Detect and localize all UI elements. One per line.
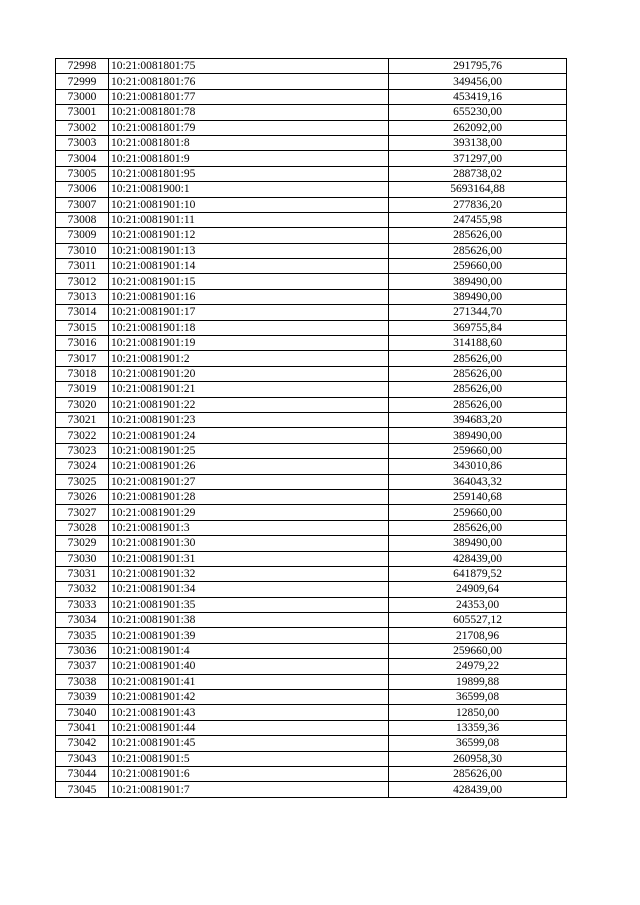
amount-cell: 394683,20: [389, 412, 567, 427]
cadastral-number-cell: 10:21:0081901:39: [109, 628, 389, 643]
row-number-cell: 73023: [56, 443, 109, 458]
cadastral-number-cell: 10:21:0081901:20: [109, 366, 389, 381]
amount-cell: 271344,70: [389, 305, 567, 320]
table-row: [56, 412, 567, 427]
row-number-cell: 73036: [56, 643, 109, 658]
amount-cell: 259660,00: [389, 443, 567, 458]
cadastral-number-cell: 10:21:0081801:76: [109, 74, 389, 89]
row-number-cell: 73020: [56, 397, 109, 412]
row-number-cell: 73045: [56, 782, 109, 797]
row-number-cell: 73031: [56, 566, 109, 581]
cadastral-number-cell: 10:21:0081901:45: [109, 736, 389, 751]
cadastral-number-cell: 10:21:0081901:38: [109, 613, 389, 628]
amount-cell: 369755,84: [389, 320, 567, 335]
amount-cell: 453419,16: [389, 89, 567, 104]
row-number-cell: 73005: [56, 166, 109, 181]
document-page: [55, 58, 567, 798]
cadastral-number-cell: 10:21:0081901:7: [109, 782, 389, 797]
amount-cell: 288738,02: [389, 166, 567, 181]
row-number-cell: 73000: [56, 89, 109, 104]
cadastral-number-cell: 10:21:0081901:35: [109, 597, 389, 612]
table-row: [56, 89, 567, 104]
row-number-cell: 73021: [56, 412, 109, 427]
amount-cell: 285626,00: [389, 351, 567, 366]
row-number-cell: 73019: [56, 382, 109, 397]
table-row: [56, 320, 567, 335]
row-number-cell: 73040: [56, 705, 109, 720]
table-row: [56, 228, 567, 243]
amount-cell: 21708,96: [389, 628, 567, 643]
row-number-cell: 73016: [56, 336, 109, 351]
amount-cell: 641879,52: [389, 566, 567, 581]
row-number-cell: 73041: [56, 720, 109, 735]
cadastral-number-cell: 10:21:0081900:1: [109, 182, 389, 197]
table-row: [56, 59, 567, 74]
row-number-cell: 73017: [56, 351, 109, 366]
amount-cell: 19899,88: [389, 674, 567, 689]
amount-cell: 291795,76: [389, 59, 567, 74]
row-number-cell: 73038: [56, 674, 109, 689]
table-body: [56, 59, 567, 798]
table-row: [56, 474, 567, 489]
table-row: [56, 366, 567, 381]
cadastral-number-cell: 10:21:0081901:11: [109, 212, 389, 227]
table-row: [56, 243, 567, 258]
amount-cell: 259660,00: [389, 643, 567, 658]
cadastral-number-cell: 10:21:0081801:95: [109, 166, 389, 181]
amount-cell: 371297,00: [389, 151, 567, 166]
row-number-cell: 73028: [56, 520, 109, 535]
table-row: [56, 736, 567, 751]
table-row: [56, 259, 567, 274]
row-number-cell: 73013: [56, 289, 109, 304]
table-row: [56, 459, 567, 474]
cadastral-number-cell: 10:21:0081901:13: [109, 243, 389, 258]
row-number-cell: 73002: [56, 120, 109, 135]
row-number-cell: 73011: [56, 259, 109, 274]
cadastral-number-cell: 10:21:0081901:40: [109, 659, 389, 674]
amount-cell: 393138,00: [389, 135, 567, 150]
amount-cell: 389490,00: [389, 274, 567, 289]
table-row: [56, 382, 567, 397]
table-row: [56, 505, 567, 520]
table-row: [56, 551, 567, 566]
row-number-cell: 73007: [56, 197, 109, 212]
row-number-cell: 73009: [56, 228, 109, 243]
cadastral-number-cell: 10:21:0081901:31: [109, 551, 389, 566]
table-row: [56, 597, 567, 612]
row-number-cell: 73039: [56, 690, 109, 705]
cadastral-number-cell: 10:21:0081901:2: [109, 351, 389, 366]
cadastral-number-cell: 10:21:0081801:8: [109, 135, 389, 150]
row-number-cell: 73032: [56, 582, 109, 597]
table-row: [56, 443, 567, 458]
amount-cell: 24979,22: [389, 659, 567, 674]
amount-cell: 349456,00: [389, 74, 567, 89]
amount-cell: 285626,00: [389, 520, 567, 535]
cadastral-number-cell: 10:21:0081801:77: [109, 89, 389, 104]
amount-cell: 364043,32: [389, 474, 567, 489]
table-row: [56, 489, 567, 504]
row-number-cell: 73027: [56, 505, 109, 520]
cadastral-number-cell: 10:21:0081901:24: [109, 428, 389, 443]
cadastral-number-cell: 10:21:0081901:42: [109, 690, 389, 705]
row-number-cell: 73035: [56, 628, 109, 643]
amount-cell: 24353,00: [389, 597, 567, 612]
cadastral-number-cell: 10:21:0081901:19: [109, 336, 389, 351]
table-row: [56, 120, 567, 135]
table-row: [56, 274, 567, 289]
row-number-cell: 73044: [56, 766, 109, 781]
amount-cell: 13359,36: [389, 720, 567, 735]
row-number-cell: 73008: [56, 212, 109, 227]
table-row: [56, 566, 567, 581]
row-number-cell: 73014: [56, 305, 109, 320]
table-row: [56, 397, 567, 412]
amount-cell: 285626,00: [389, 366, 567, 381]
amount-cell: 389490,00: [389, 536, 567, 551]
table-row: [56, 536, 567, 551]
amount-cell: 247455,98: [389, 212, 567, 227]
row-number-cell: 73033: [56, 597, 109, 612]
cadastral-number-cell: 10:21:0081901:29: [109, 505, 389, 520]
table-row: [56, 135, 567, 150]
row-number-cell: 73018: [56, 366, 109, 381]
amount-cell: 277836,20: [389, 197, 567, 212]
row-number-cell: 73022: [56, 428, 109, 443]
row-number-cell: 73003: [56, 135, 109, 150]
table-row: [56, 674, 567, 689]
cadastral-number-cell: 10:21:0081801:9: [109, 151, 389, 166]
amount-cell: 314188,60: [389, 336, 567, 351]
cadastral-number-cell: 10:21:0081901:17: [109, 305, 389, 320]
table-row: [56, 182, 567, 197]
row-number-cell: 73037: [56, 659, 109, 674]
table-row: [56, 289, 567, 304]
row-number-cell: 73034: [56, 613, 109, 628]
amount-cell: 389490,00: [389, 428, 567, 443]
cadastral-number-cell: 10:21:0081901:21: [109, 382, 389, 397]
cadastral-number-cell: 10:21:0081901:6: [109, 766, 389, 781]
amount-cell: 655230,00: [389, 105, 567, 120]
amount-cell: 285626,00: [389, 228, 567, 243]
table-row: [56, 74, 567, 89]
amount-cell: 259140,68: [389, 489, 567, 504]
table-row: [56, 582, 567, 597]
amount-cell: 428439,00: [389, 782, 567, 797]
table-row: [56, 659, 567, 674]
cadastral-number-cell: 10:21:0081901:27: [109, 474, 389, 489]
cadastral-number-cell: 10:21:0081901:25: [109, 443, 389, 458]
cadastral-number-cell: 10:21:0081901:14: [109, 259, 389, 274]
row-number-cell: 73010: [56, 243, 109, 258]
row-number-cell: 73006: [56, 182, 109, 197]
table-row: [56, 690, 567, 705]
cadastral-value-table: [55, 58, 567, 798]
cadastral-number-cell: 10:21:0081901:15: [109, 274, 389, 289]
table-row: [56, 336, 567, 351]
table-row: [56, 643, 567, 658]
table-row: [56, 212, 567, 227]
amount-cell: 260958,30: [389, 751, 567, 766]
row-number-cell: 73043: [56, 751, 109, 766]
cadastral-number-cell: 10:21:0081901:16: [109, 289, 389, 304]
amount-cell: 343010,86: [389, 459, 567, 474]
table-row: [56, 197, 567, 212]
amount-cell: 605527,12: [389, 613, 567, 628]
amount-cell: 428439,00: [389, 551, 567, 566]
row-number-cell: 73030: [56, 551, 109, 566]
amount-cell: 285626,00: [389, 382, 567, 397]
cadastral-number-cell: 10:21:0081901:34: [109, 582, 389, 597]
amount-cell: 389490,00: [389, 289, 567, 304]
cadastral-number-cell: 10:21:0081901:28: [109, 489, 389, 504]
amount-cell: 36599,08: [389, 690, 567, 705]
amount-cell: 12850,00: [389, 705, 567, 720]
cadastral-number-cell: 10:21:0081801:75: [109, 59, 389, 74]
cadastral-number-cell: 10:21:0081901:10: [109, 197, 389, 212]
table-row: [56, 705, 567, 720]
table-row: [56, 351, 567, 366]
cadastral-number-cell: 10:21:0081901:44: [109, 720, 389, 735]
row-number-cell: 72999: [56, 74, 109, 89]
table-row: [56, 166, 567, 181]
table-row: [56, 766, 567, 781]
amount-cell: 24909,64: [389, 582, 567, 597]
row-number-cell: 73024: [56, 459, 109, 474]
amount-cell: 259660,00: [389, 505, 567, 520]
amount-cell: 5693164,88: [389, 182, 567, 197]
table-row: [56, 720, 567, 735]
amount-cell: 36599,08: [389, 736, 567, 751]
row-number-cell: 73025: [56, 474, 109, 489]
row-number-cell: 73029: [56, 536, 109, 551]
row-number-cell: 73004: [56, 151, 109, 166]
cadastral-number-cell: 10:21:0081901:12: [109, 228, 389, 243]
row-number-cell: 73012: [56, 274, 109, 289]
cadastral-number-cell: 10:21:0081801:79: [109, 120, 389, 135]
table-row: [56, 613, 567, 628]
cadastral-number-cell: 10:21:0081901:5: [109, 751, 389, 766]
cadastral-number-cell: 10:21:0081901:18: [109, 320, 389, 335]
table-row: [56, 305, 567, 320]
amount-cell: 259660,00: [389, 259, 567, 274]
cadastral-number-cell: 10:21:0081901:43: [109, 705, 389, 720]
amount-cell: 285626,00: [389, 397, 567, 412]
cadastral-number-cell: 10:21:0081901:4: [109, 643, 389, 658]
cadastral-number-cell: 10:21:0081801:78: [109, 105, 389, 120]
cadastral-number-cell: 10:21:0081901:23: [109, 412, 389, 427]
cadastral-number-cell: 10:21:0081901:41: [109, 674, 389, 689]
table-row: [56, 151, 567, 166]
row-number-cell: 73015: [56, 320, 109, 335]
amount-cell: 285626,00: [389, 243, 567, 258]
amount-cell: 285626,00: [389, 766, 567, 781]
table-row: [56, 782, 567, 797]
cadastral-number-cell: 10:21:0081901:32: [109, 566, 389, 581]
cadastral-number-cell: 10:21:0081901:22: [109, 397, 389, 412]
table-row: [56, 751, 567, 766]
row-number-cell: 73001: [56, 105, 109, 120]
table-row: [56, 105, 567, 120]
cadastral-number-cell: 10:21:0081901:30: [109, 536, 389, 551]
cadastral-number-cell: 10:21:0081901:3: [109, 520, 389, 535]
amount-cell: 262092,00: [389, 120, 567, 135]
table-row: [56, 428, 567, 443]
row-number-cell: 72998: [56, 59, 109, 74]
row-number-cell: 73042: [56, 736, 109, 751]
row-number-cell: 73026: [56, 489, 109, 504]
table-row: [56, 628, 567, 643]
table-row: [56, 520, 567, 535]
cadastral-number-cell: 10:21:0081901:26: [109, 459, 389, 474]
